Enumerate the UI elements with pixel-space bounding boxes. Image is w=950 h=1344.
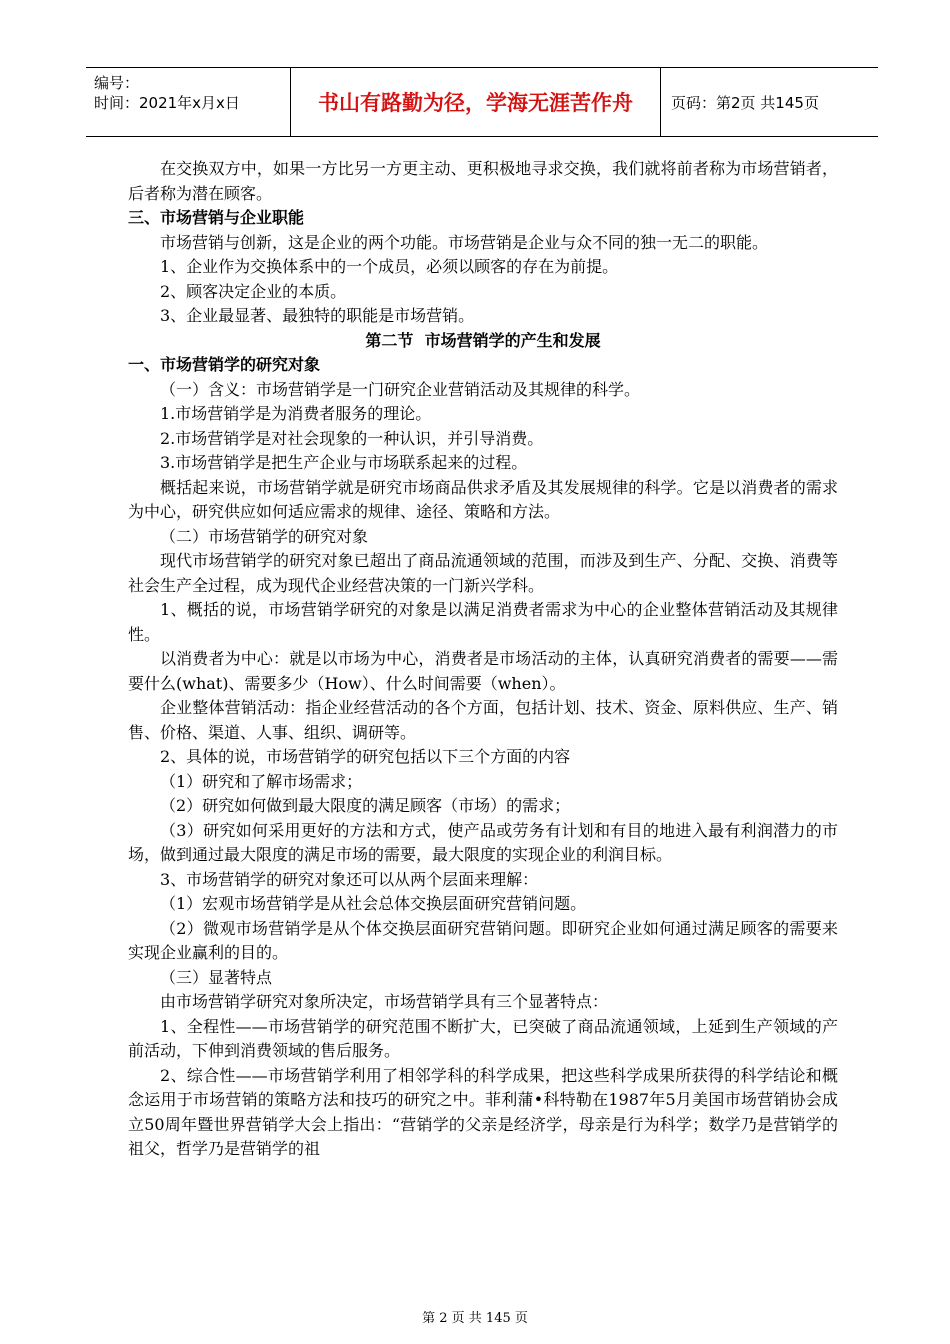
body-paragraph: （二）市场营销学的研究对象 [160,526,369,546]
body-paragraph: 以消费者为中心：就是以市场为中心，消费者是市场活动的主体，认真研究消费者的需要——需要什么(what)、需要多少（How）、什么时间需要（when）。 [128,649,838,693]
document-number-label: 编号： [94,74,140,92]
body-paragraph: 在交换双方中，如果一方比另一方更主动、更积极地寻求交换，我们就将前者称为市场营销者，后者称为潜在顾客。 [128,159,838,203]
body-paragraph: 2、顾客决定企业的本质。 [160,281,347,301]
body-paragraph: （1）研究和了解市场需求； [160,771,363,791]
body-paragraph: 2、综合性——市场营销学利用了相邻学科的科学成果，把这些科学成果所获得的科学结论和概念运用于市场营销的策略方法和技巧的研究之中。菲利蒲•科特勒在1987年5月美国市场营销协会成立50周年暨世界营销学大会上指出：“营销学的父亲是经济学，母亲是行为科学；数学乃是营销学的祖父，哲学乃是营销学的祖 [128,1065,838,1158]
body-paragraph: 1.市场营销学是为消费者服务的理论。 [160,404,432,423]
body-paragraph: 2、具体的说，市场营销学的研究包括以下三个方面的内容 [160,747,571,766]
section-title: 第二节 市场营销学的产生和发展 [365,330,601,350]
body-paragraph: （一）含义：市场营销学是一门研究企业营销活动及其规律的科学。 [160,379,641,399]
body-paragraph: 概括起来说，市场营销学就是研究市场商品供求矛盾及其发展规律的科学。它是以消费者的需求为中心，研究供应如何适应需求的规律、途径、策略和方法。 [128,477,838,521]
body-paragraph: （3）研究如何采用更好的方法和方式，使产品或劳务有计划和有目的地进入最有利润潜力的市场，做到通过最大限度的满足市场的需要，最大限度的实现企业的利润目标。 [128,820,838,864]
page-header [86,67,878,137]
document-time-label: 时间：2021年x月x日 [94,94,240,112]
body-paragraph: （2）研究如何做到最大限度的满足顾客（市场）的需求； [160,796,571,815]
body-paragraph: （三）显著特点 [160,967,273,987]
body-paragraph: 3.市场营销学是把生产企业与市场联系起来的过程。 [160,453,528,472]
header-motto-cell [291,68,661,136]
page-footer: 第 2 页 共 145 页 [422,1311,528,1326]
header-meta-cell [86,68,291,136]
body-paragraph: 企业整体营销活动：指企业经营活动的各个方面，包括计划、技术、资金、原料供应、生产、销售、价格、渠道、人事、组织、调研等。 [128,698,838,742]
header-motto: 书山有路勤为径，学海无涯苦作舟 [318,91,633,115]
body-paragraph: 1、全程性——市场营销学的研究范围不断扩大，已突破了商品流通领域，上延到生产领域的产前活动，下伸到消费领域的售后服务。 [128,1016,838,1060]
body-paragraph: 1、企业作为交换体系中的一个成员，必须以顾客的存在为前提。 [160,257,619,276]
body-paragraph: （1）宏观市场营销学是从社会总体交换层面研究营销问题。 [160,894,587,913]
document-body [128,157,838,1162]
body-paragraph: 由市场营销学研究对象所决定，市场营销学具有三个显著特点： [160,992,609,1011]
body-paragraph: 3、企业最显著、最独特的职能是市场营销。 [160,306,475,325]
section-heading: 一、市场营销学的研究对象 [128,355,321,374]
section-heading: 三、市场营销与企业职能 [128,208,305,227]
body-paragraph: 3、市场营销学的研究对象还可以从两个层面来理解： [160,869,539,889]
body-paragraph: 1、概括的说，市场营销学研究的对象是以满足消费者需求为中心的企业整体营销活动及其规律性。 [128,600,838,644]
body-paragraph: 2.市场营销学是对社会现象的一种认识，并引导消费。 [160,428,544,448]
header-page-number: 页码：第2页 共145页 [671,93,819,112]
body-paragraph: （2）微观市场营销学是从个体交换层面研究营销问题。即研究企业如何通过满足顾客的需要来实现企业赢利的目的。 [128,918,838,962]
body-paragraph: 现代市场营销学的研究对象已超出了商品流通领域的范围，而涉及到生产、分配、交换、消费等社会生产全过程，成为现代企业经营决策的一门新兴学科。 [128,551,838,595]
body-paragraph: 市场营销与创新，这是企业的两个功能。市场营销是企业与众不同的独一无二的职能。 [160,232,769,252]
